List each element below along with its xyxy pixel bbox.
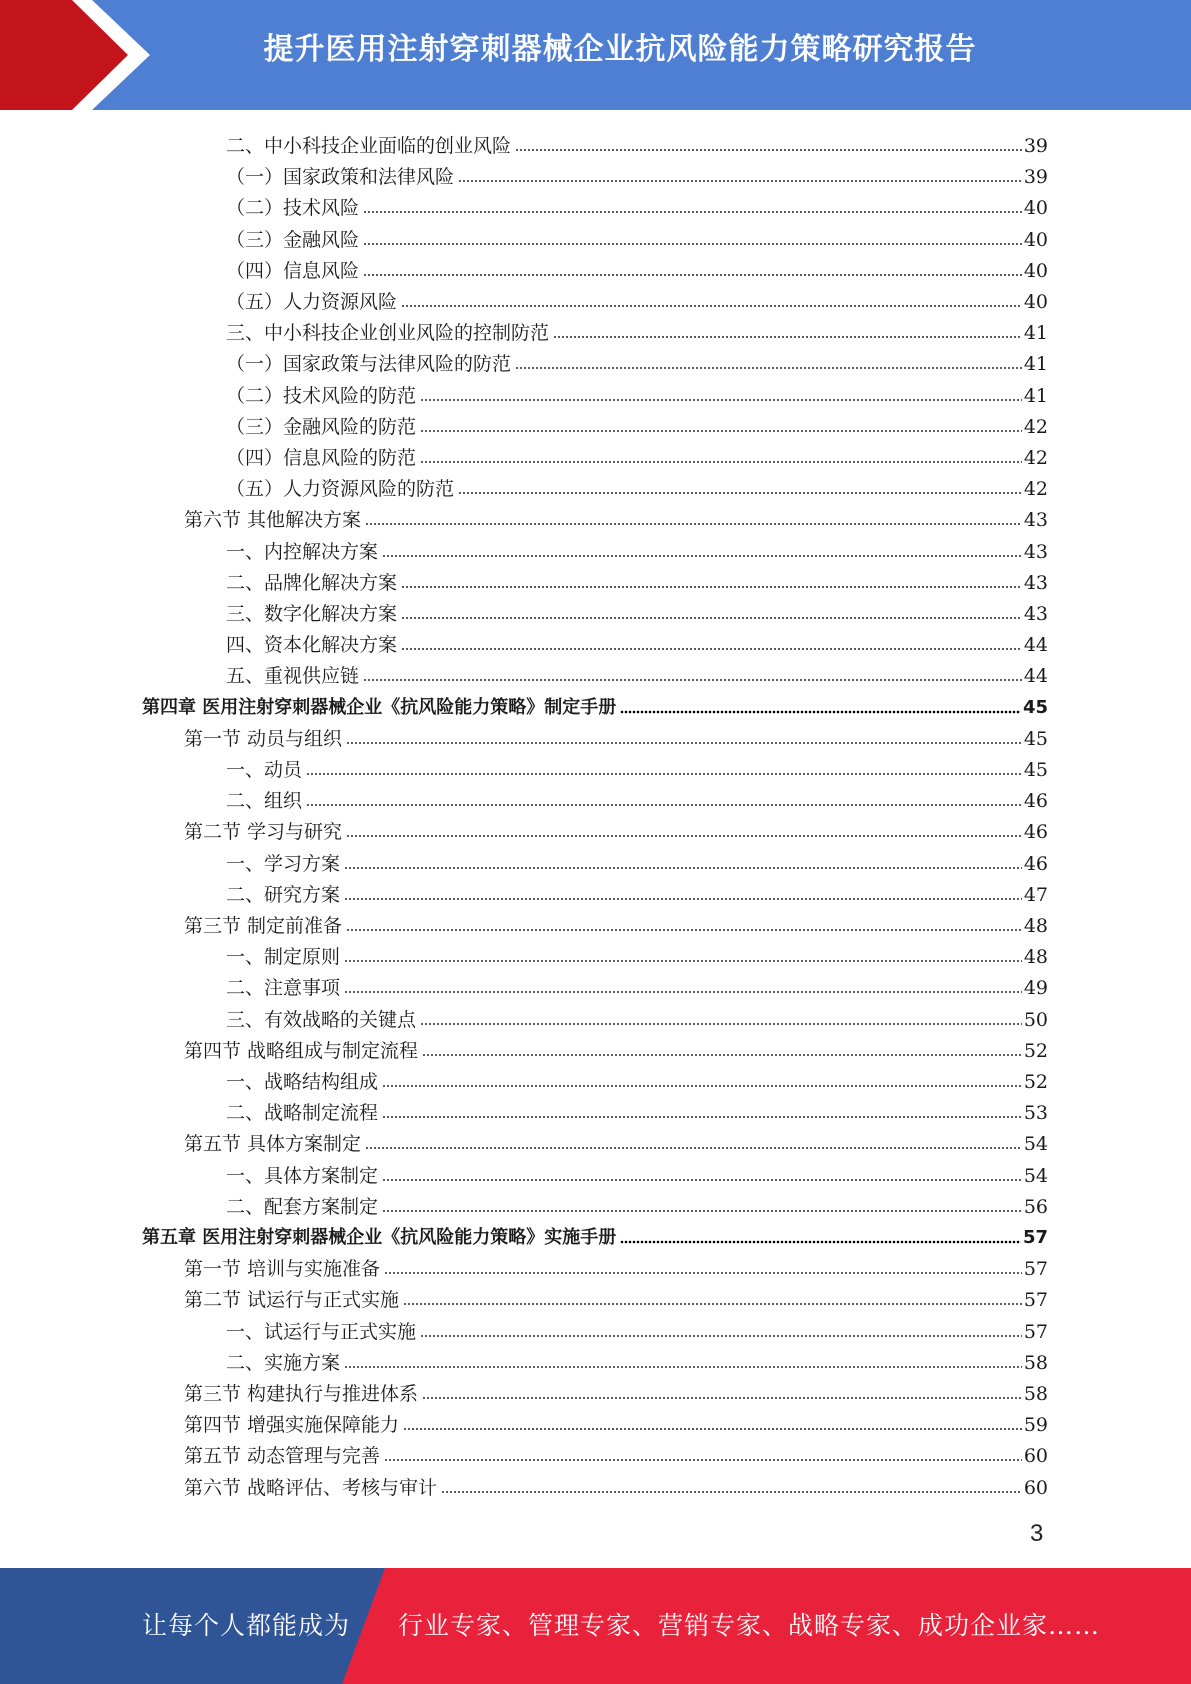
- toc-leader-dots: [422, 1052, 1022, 1058]
- toc-entry[interactable]: [184, 1250, 1048, 1281]
- page-footer: [0, 1568, 1191, 1684]
- toc-entry-page: 44: [1023, 634, 1048, 657]
- toc-entry-page: 52: [1023, 1039, 1048, 1062]
- toc-entry-page: 44: [1023, 665, 1048, 688]
- toc-entry-label: 第一节 动员与组织: [184, 727, 343, 750]
- toc-entry[interactable]: [184, 813, 1048, 844]
- toc-entry-page: 57: [1023, 1289, 1048, 1312]
- toc-leader-dots: [401, 646, 1022, 652]
- toc-entry-label: （四）信息风险: [226, 259, 360, 282]
- toc-entry-page: 45: [1023, 759, 1048, 781]
- toc-entry[interactable]: [226, 221, 1048, 252]
- toc-entry-page: 54: [1023, 1164, 1048, 1187]
- toc-entry-label: 二、战略制定流程: [226, 1102, 379, 1125]
- toc-leader-dots: [365, 521, 1022, 527]
- toc-leader-dots: [363, 209, 1022, 215]
- toc-entry-label: 二、品牌化解决方案: [226, 571, 398, 594]
- toc-leader-dots: [420, 397, 1022, 403]
- toc-entry-page: 60: [1023, 1445, 1048, 1468]
- toc-entry[interactable]: [184, 1125, 1048, 1156]
- toc-leader-dots: [384, 1457, 1022, 1463]
- toc-leader-dots: [620, 1239, 1021, 1245]
- toc-entry-page: 53: [1023, 1102, 1048, 1125]
- toc-entry-page: 54: [1023, 1133, 1048, 1156]
- toc-entry-page: 40: [1023, 291, 1048, 313]
- toc-entry-label: （五）人力资源风险: [226, 291, 398, 313]
- toc-entry-page: 43: [1023, 509, 1048, 532]
- toc-entry-page: 40: [1023, 259, 1048, 282]
- toc-entry-label: 二、组织: [226, 790, 303, 813]
- toc-entry-label: 一、具体方案制定: [226, 1164, 379, 1187]
- toc-entry-page: 57: [1023, 1320, 1048, 1343]
- toc-entry[interactable]: [226, 283, 1048, 314]
- toc-entry-label: 三、中小科技企业创业风险的控制防范: [226, 322, 550, 345]
- toc-entry-page: 39: [1023, 166, 1048, 189]
- toc-entry[interactable]: [226, 127, 1048, 158]
- toc-entry[interactable]: [226, 314, 1048, 345]
- toc-entry-label: （二）技术风险: [226, 197, 360, 220]
- toc-entry[interactable]: [226, 1001, 1048, 1032]
- toc-leader-dots: [458, 490, 1022, 496]
- toc-entry-label: 一、战略结构组成: [226, 1071, 379, 1093]
- toc-entry-page: 49: [1023, 977, 1048, 1000]
- toc-leader-dots: [401, 615, 1022, 621]
- toc-entry[interactable]: [226, 377, 1048, 408]
- toc-entry-page: 39: [1023, 135, 1048, 157]
- toc-entry[interactable]: [184, 1406, 1048, 1437]
- toc-entry-page: 50: [1023, 1008, 1048, 1031]
- toc-entry[interactable]: [184, 720, 1048, 751]
- toc-entry-page: 46: [1023, 790, 1048, 813]
- toc-entry[interactable]: [226, 751, 1048, 782]
- toc-entry[interactable]: [184, 1032, 1048, 1063]
- toc-chapter-entry[interactable]: [142, 689, 1048, 720]
- toc-entry[interactable]: [226, 938, 1048, 969]
- toc-leader-dots: [344, 989, 1022, 995]
- toc-entry[interactable]: [226, 439, 1048, 470]
- toc-leader-dots: [401, 584, 1022, 590]
- toc-entry-page: 41: [1023, 353, 1048, 376]
- toc-entry-label: 一、内控解决方案: [226, 540, 379, 563]
- toc-entry[interactable]: [226, 564, 1048, 595]
- toc-leader-dots: [553, 334, 1022, 340]
- toc-leader-dots: [306, 771, 1022, 777]
- toc-leader-dots: [420, 1333, 1022, 1339]
- toc-entry-page: 46: [1023, 852, 1048, 875]
- toc-entry-page: 56: [1023, 1195, 1048, 1218]
- toc-entry[interactable]: [184, 1469, 1048, 1500]
- toc-leader-dots: [420, 1021, 1022, 1027]
- toc-leader-dots: [306, 802, 1022, 808]
- toc-entry-page: 47: [1023, 883, 1048, 906]
- toc-entry[interactable]: [226, 1344, 1048, 1375]
- toc-entry-page: 46: [1023, 821, 1048, 844]
- toc-leader-dots: [403, 1426, 1022, 1432]
- toc-leader-dots: [363, 677, 1022, 683]
- toc-entry[interactable]: [226, 1313, 1048, 1344]
- toc-entry-page: 48: [1023, 946, 1048, 969]
- toc-chapter-entry[interactable]: [142, 1219, 1048, 1250]
- toc-entry[interactable]: [184, 1375, 1048, 1406]
- toc-entry-page: 60: [1023, 1476, 1048, 1499]
- toc-entry-label: 二、中小科技企业面临的创业风险: [226, 135, 512, 157]
- toc-entry-label: （三）金融风险的防范: [226, 415, 417, 438]
- toc-entry-page: 43: [1023, 603, 1048, 625]
- toc-entry-label: 第五节 动态管理与完善: [184, 1445, 381, 1468]
- toc-entry-label: 第六节 其他解决方案: [184, 509, 362, 532]
- toc-entry-page: 43: [1023, 571, 1048, 594]
- toc-leader-dots: [382, 1083, 1022, 1089]
- toc-entry-label: 第三节 构建执行与推进体系: [184, 1383, 419, 1405]
- toc-leader-dots: [420, 428, 1022, 434]
- toc-entry-page: 59: [1023, 1414, 1048, 1437]
- toc-entry-page: 41: [1023, 322, 1048, 345]
- page-header: [0, 0, 1191, 110]
- toc-entry-label: （一）国家政策与法律风险的防范: [226, 353, 512, 376]
- toc-entry[interactable]: [226, 189, 1048, 220]
- toc-entry[interactable]: [226, 1188, 1048, 1219]
- toc-entry[interactable]: [226, 1094, 1048, 1125]
- toc-entry-page: 45: [1022, 696, 1048, 718]
- toc-leader-dots: [441, 1489, 1022, 1495]
- toc-entry-label: 第三节 制定前准备: [184, 915, 343, 937]
- toc-entry-page: 40: [1023, 197, 1048, 220]
- toc-entry-label: 三、数字化解决方案: [226, 603, 398, 625]
- toc-entry-page: 42: [1023, 478, 1048, 501]
- toc-entry-page: 57: [1023, 1258, 1048, 1281]
- toc-entry[interactable]: [184, 1281, 1048, 1312]
- toc-entry[interactable]: [226, 408, 1048, 439]
- toc-leader-dots: [422, 1395, 1022, 1401]
- toc-entry-page: 45: [1023, 727, 1048, 750]
- toc-entry-label: 一、学习方案: [226, 852, 341, 875]
- toc-entry-label: 一、制定原则: [226, 946, 341, 969]
- toc-entry-page: 42: [1023, 447, 1048, 469]
- toc-entry-page: 57: [1022, 1227, 1048, 1248]
- toc-entry-label: （三）金融风险: [226, 228, 360, 251]
- toc-entry-label: 第五章 医用注射穿刺器械企业《抗风险能力策略》实施手册: [142, 1227, 617, 1248]
- toc-entry[interactable]: [226, 626, 1048, 657]
- toc-leader-dots: [382, 1114, 1022, 1120]
- toc-entry[interactable]: [226, 1157, 1048, 1188]
- toc-leader-dots: [363, 241, 1022, 247]
- toc-entry[interactable]: [226, 782, 1048, 813]
- toc-entry-label: 三、有效战略的关键点: [226, 1008, 417, 1031]
- toc-entry[interactable]: [226, 657, 1048, 688]
- toc-leader-dots: [346, 833, 1022, 839]
- toc-entry[interactable]: [184, 907, 1048, 938]
- toc-entry-label: 第六节 战略评估、考核与审计: [184, 1476, 438, 1499]
- toc-entry-label: （五）人力资源风险的防范: [226, 478, 455, 501]
- footer-slogan-left: 让每个人都能成为: [142, 1611, 351, 1640]
- toc-entry-label: 四、资本化解决方案: [226, 634, 398, 657]
- toc-entry-page: 48: [1023, 915, 1048, 937]
- toc-entry[interactable]: [184, 501, 1048, 532]
- toc-entry[interactable]: [226, 252, 1048, 283]
- toc-entry-page: 40: [1023, 228, 1048, 251]
- toc-entry-label: 一、试运行与正式实施: [226, 1320, 417, 1343]
- toc-entry-label: （二）技术风险的防范: [226, 384, 417, 407]
- toc-leader-dots: [401, 303, 1022, 309]
- toc-leader-dots: [344, 1364, 1022, 1370]
- toc-leader-dots: [620, 709, 1021, 715]
- toc-entry[interactable]: [226, 345, 1048, 376]
- toc-leader-dots: [365, 1145, 1022, 1151]
- toc-entry-label: 第四章 医用注射穿刺器械企业《抗风险能力策略》制定手册: [142, 696, 617, 718]
- toc-entry-label: 一、动员: [226, 759, 303, 781]
- toc-entry-label: 第四节 战略组成与制定流程: [184, 1039, 419, 1062]
- toc-leader-dots: [346, 927, 1022, 933]
- toc-entry-label: 第四节 增强实施保障能力: [184, 1414, 400, 1437]
- toc-entry[interactable]: [226, 845, 1048, 876]
- toc-entry-label: 五、重视供应链: [226, 665, 360, 688]
- toc-entry[interactable]: [226, 1063, 1048, 1094]
- toc-entry-label: 二、注意事项: [226, 977, 341, 1000]
- toc-entry-page: 41: [1023, 384, 1048, 407]
- toc-entry-page: 58: [1023, 1351, 1048, 1374]
- toc-entry-label: 第二节 试运行与正式实施: [184, 1289, 400, 1312]
- toc-entry-label: 二、配套方案制定: [226, 1195, 379, 1218]
- toc-leader-dots: [363, 272, 1022, 278]
- toc-leader-dots: [515, 365, 1022, 371]
- toc-entry-page: 58: [1023, 1383, 1048, 1405]
- toc-leader-dots: [382, 553, 1022, 559]
- toc-leader-dots: [382, 1177, 1022, 1183]
- toc-entry[interactable]: [226, 533, 1048, 564]
- toc-leader-dots: [346, 740, 1022, 746]
- toc-leader-dots: [403, 1301, 1022, 1307]
- toc-entry-label: 第一节 培训与实施准备: [184, 1258, 381, 1281]
- toc-leader-dots: [344, 896, 1022, 902]
- toc-entry[interactable]: [226, 876, 1048, 907]
- toc-leader-dots: [458, 178, 1022, 184]
- toc-entry-label: （四）信息风险的防范: [226, 447, 417, 469]
- toc-entry[interactable]: [184, 1437, 1048, 1468]
- toc-entry-label: 二、实施方案: [226, 1351, 341, 1374]
- toc-entry[interactable]: [226, 158, 1048, 189]
- toc-leader-dots: [384, 1270, 1022, 1276]
- footer-slogan-right: 行业专家、管理专家、营销专家、战略专家、成功企业家……: [398, 1611, 1101, 1640]
- toc-entry-label: 第五节 具体方案制定: [184, 1133, 362, 1156]
- toc-entry-page: 43: [1023, 540, 1048, 563]
- toc-leader-dots: [344, 958, 1022, 964]
- toc-leader-dots: [420, 459, 1022, 465]
- page-number: 3: [1030, 1520, 1044, 1547]
- toc-entry-label: （一）国家政策和法律风险: [226, 166, 455, 189]
- toc-leader-dots: [344, 865, 1022, 871]
- toc-entry-label: 第二节 学习与研究: [184, 821, 343, 844]
- toc-entry-page: 52: [1023, 1071, 1048, 1093]
- toc-leader-dots: [515, 147, 1022, 153]
- toc-entry[interactable]: [226, 470, 1048, 501]
- toc-leader-dots: [382, 1208, 1022, 1214]
- header-arrow-decoration: [0, 0, 150, 110]
- toc-entry[interactable]: [226, 595, 1048, 626]
- toc-entry-page: 42: [1023, 415, 1048, 438]
- document-title: 提升医用注射穿刺器械企业抗风险能力策略研究报告: [263, 32, 977, 67]
- toc-entry[interactable]: [226, 969, 1048, 1000]
- toc-entry-label: 二、研究方案: [226, 883, 341, 906]
